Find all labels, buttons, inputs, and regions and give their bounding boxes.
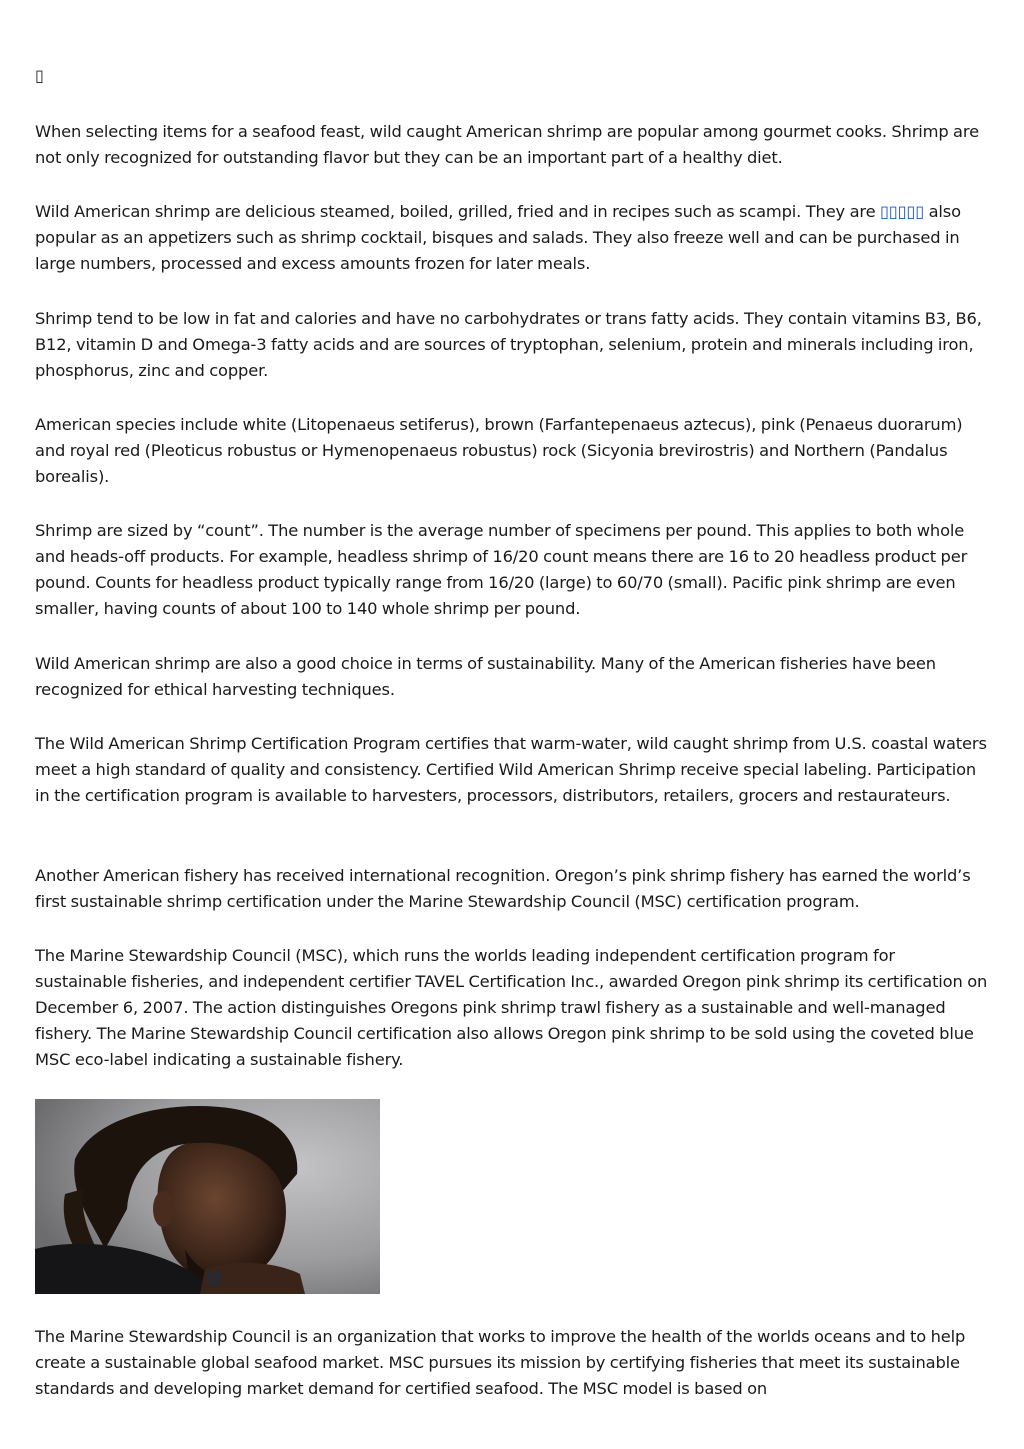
paragraph-preparation-text-start: Wild American shrimp are delicious steamed, boiled, grilled, fried and in recipes such as scampi. They are — [35, 202, 880, 221]
paragraph-nutrition: Shrimp tend to be low in fat and calories and have no carbohydrates or trans fatty acids. They contain vitamins B3, B6, B12, vitamin D and Omega-3 fatty acids and are sources of tryptophan, selenium, protein and minerals including iron, phosphorus, zinc and copper. — [35, 309, 982, 380]
paragraph-msc-award: The Marine Stewardship Council (MSC), which runs the worlds leading independent certification program for sustainable fisheries, and independent certifier TAVEL Certification Inc., awarded Oregon pink shrimp its certification on December 6, 2007. The action distinguishes Oregons pink shrimp trawl fishery as a sustainable and well-managed fishery. The Marine Stewardship Council certification also allows Oregon pink shrimp to be sold using the coveted blue MSC eco-label indicating a sustainable fishery. — [35, 946, 988, 1069]
paragraph-sizing: Shrimp are sized by “count”. The number is the average number of specimens per pound. This applies to both whole and heads-off products. For example, headless shrimp of 16/20 count means there are 16 to 20 headless product per pound. Counts for headless product typically range from 16/20 (large) to 60/70 (small). Pacific pink shrimp are even smaller, having counts of about 100 to 140 whole shrimp per pound. — [35, 521, 968, 618]
paragraph-preparation — [35, 199, 990, 277]
paragraph-species: American species include white (Litopenaeus setiferus), brown (Farfantepenaeus aztecus), pink (Penaeus duorarum) and royal red (Pleoticus robustus or Hymenopenaeus robustus) rock (Sicyonia brevirostris) and Northern (Pandalus borealis). — [35, 415, 963, 486]
paragraph-intro: When selecting items for a seafood feast, wild caught American shrimp are popular among gourmet cooks. Shrimp are not only recognized for outstanding flavor but they can be an important part of a healthy diet. — [35, 122, 979, 167]
portrait-photo — [35, 1099, 380, 1294]
inline-link[interactable]: ▯▯▯▯▯ — [879, 202, 925, 221]
paragraph-preparation-text-end: also popular as an appetizers such as shrimp cocktail, bisques and salads. They also freeze well and can be purchased in large numbers, processed and excess amounts frozen for later meals. — [35, 202, 961, 273]
paragraph-sustainability: Wild American shrimp are also a good choice in terms of sustainability. Many of the American fisheries have been recognized for ethical harvesting techniques. — [35, 654, 936, 699]
paragraph-recognition: Another American fishery has received international recognition. Oregon’s pink shrimp fishery has earned the world’s first sustainable shrimp certification under the Marine Stewardship Council (MSC) certification program. — [35, 866, 971, 911]
missing-glyph-icon: ▯ — [35, 66, 44, 85]
portrait-illustration — [35, 1099, 380, 1294]
paragraph-certification-program: The Wild American Shrimp Certification Program certifies that warm-water, wild caught shrimp from U.S. coastal waters meet a high standard of quality and consistency. Certified Wild American Shrimp receive special labeling. Participation in the certification program is available to harvesters, processors, distributors, retailers, grocers and restaurateurs. — [35, 734, 987, 805]
paragraph-msc-organization: The Marine Stewardship Council is an organization that works to improve the health of the worlds oceans and to help create a sustainable global seafood market. MSC pursues its mission by certifying fisheries that meet its sustainable standards and developing market demand for certified seafood. The MSC model is based on — [35, 1327, 966, 1398]
